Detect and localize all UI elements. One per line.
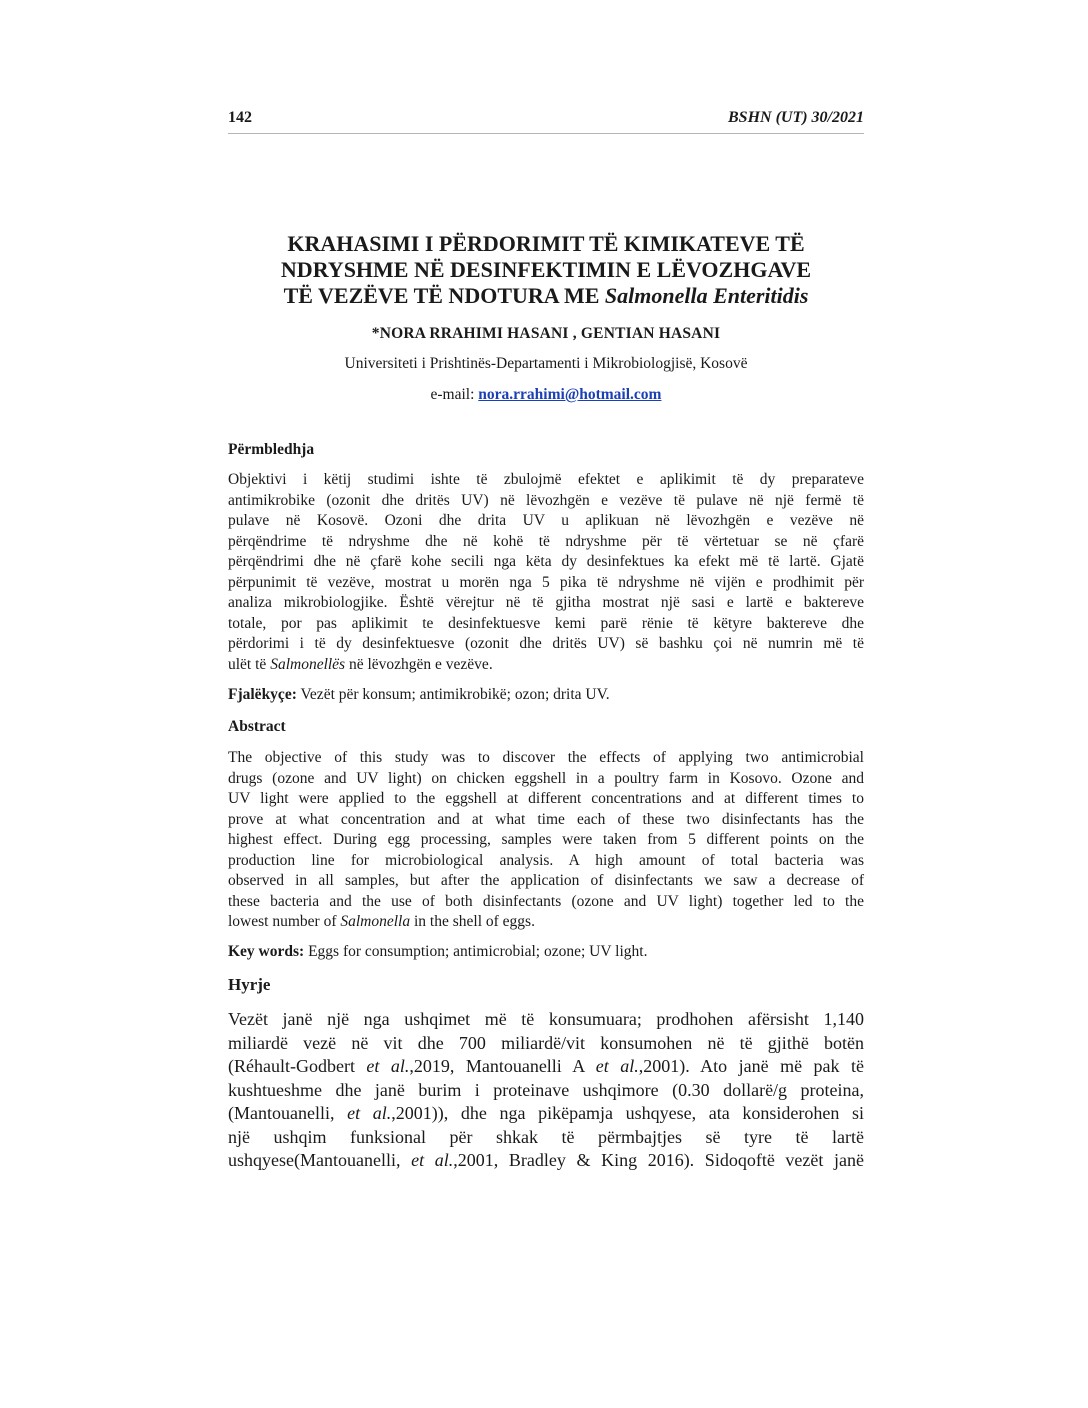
text-line: [228, 1055, 864, 1079]
text-line: përpunimit të vezëve, mostrat u morën nga 5 pika të ndryshme në vijën e prodhimit për: [228, 573, 864, 591]
text-line: drugs (ozone and UV light) on chicken eggshell in a poultry farm in Kosovo. Ozone and: [228, 769, 864, 787]
page-number: 142: [228, 109, 252, 126]
text-span: (Réhault-Godbert: [228, 1056, 367, 1076]
text-span: ,2001)), dhe nga pikëpamja ushqyese, ata konsiderohen si: [391, 1103, 864, 1123]
text-line: miliardë vezë në vit dhe 700 miliardë/vit konsumohen në të gjithë botën: [228, 1032, 864, 1053]
text-line: observed in all samples, but after the application of disinfectants we saw a decrease of: [228, 872, 864, 889]
text-line: these bacteria and the use of both disinfectants (ozone and UV light) together led to the: [228, 892, 864, 910]
text-line: Objektivi i këtij studimi ishte të zbulojmë efektet e aplikimit të dy preparateve: [228, 471, 864, 488]
keywords-line: [228, 943, 864, 961]
title-species: Salmonella Enteritidis: [604, 283, 809, 308]
text-span: lowest number of: [228, 913, 341, 930]
text-line: UV light were applied to the eggshell at different concentrations and at different times to: [228, 790, 864, 807]
text-line: [228, 655, 864, 676]
abstract-heading: Abstract: [228, 718, 286, 735]
permbledhja-heading: Përmbledhja: [228, 441, 315, 458]
text-line: [228, 1149, 864, 1173]
text-line: totale, por pas aplikimit te desinfektuesve kemi parë rënie të këtyre baktereve dhe: [228, 614, 864, 632]
italic-term: Salmonellës: [270, 655, 346, 673]
text-span: ulët të: [228, 655, 271, 673]
text-span: ,2001, Bradley & King 2016). Sidoqoftë vezët janë: [453, 1150, 865, 1170]
text-line: Vezët janë një nga ushqimet më të konsumuara; prodhohen afërsisht 1,140: [228, 1009, 864, 1029]
text-line: prove at what concentration and at what time each of these two disinfectants has the: [228, 810, 864, 828]
italic-term: et al.: [411, 1150, 454, 1170]
text-span: in the shell of eggs.: [410, 913, 535, 930]
keywords-text: Eggs for consumption; antimicrobial; ozone; UV light.: [304, 943, 648, 960]
text-line: pulave në Kosovë. Ozoni dhe drita UV u aplikuan në lëvozhgën e vezëve në: [228, 512, 864, 529]
permbledhja-paragraph: [228, 470, 864, 675]
text-span: ushqyese(Mantouanelli,: [228, 1150, 412, 1170]
email-line: [228, 386, 864, 404]
hyrje-paragraph: [228, 1008, 864, 1173]
email-link[interactable]: nora.rrahimi@hotmail.com: [478, 386, 662, 403]
text-span: në lëvozhgën e vezëve.: [345, 655, 493, 673]
paper-title: [228, 231, 864, 309]
text-line: përqëndrime të ndryshme dhe në kohë të ndryshme për të vërtetuar se në çfarë: [228, 532, 864, 550]
journal-reference: BSHN (UT) 30/2021: [728, 109, 864, 126]
keywords-label: Key words:: [228, 943, 305, 960]
italic-term: Salmonella: [340, 913, 411, 930]
abstract-paragraph: [228, 748, 864, 933]
fjalekyce-line: [228, 686, 864, 704]
text-line: [228, 1102, 864, 1126]
text-line: highest effect. During egg processing, samples were taken from 5 different points on the: [228, 831, 864, 848]
text-line: analiza mikrobiologjike. Është vërejtur në të gjitha mostrat një sasi e lartë e baktereve: [228, 594, 864, 611]
title-text: TË VEZËVE TË NDOTURA ME: [283, 283, 605, 308]
fjalekyce-text: Vezët për konsum; antimikrobikë; ozon; drita UV.: [296, 686, 610, 703]
affiliation: Universiteti i Prishtinës-Departamenti i Mikrobiologjisë, Kosovë: [344, 355, 748, 372]
text-line: një ushqim funksional për shkak të përmbajtjes së tyre të lartë: [228, 1126, 864, 1147]
italic-term: et al.: [595, 1056, 639, 1076]
title-line: KRAHASIMI I PËRDORIMIT TË KIMIKATEVE TË: [287, 231, 805, 256]
title-line: [228, 283, 864, 309]
hyrje-heading: Hyrje: [228, 975, 271, 994]
text-line: The objective of this study was to discover the effects of applying two antimicrobial: [228, 749, 864, 766]
text-line: kushtueshme dhe janë burim i proteinave ushqimore (0.30 dollarë/g proteina,: [228, 1079, 864, 1100]
fjalekyce-label: Fjalëkyçe:: [228, 686, 297, 703]
text-line: përdorimi i të dy desinfektuesve (ozonit dhe dritës UV) së bashku çoi në numrin më të: [228, 635, 864, 652]
text-line: antimikrobike (ozonit dhe dritës UV) në lëvozhgën e vezëve të pulave në një fermë të: [228, 491, 864, 509]
text-span: ,2019, Mantouanelli A: [409, 1056, 596, 1076]
text-line: production line for microbiological analysis. A high amount of total bacteria was: [228, 851, 864, 869]
text-line: [228, 912, 864, 933]
text-span: (Mantouanelli,: [228, 1103, 348, 1123]
italic-term: et al.: [347, 1103, 392, 1123]
italic-term: et al.: [366, 1056, 410, 1076]
text-line: përqëndrimi dhe në çfarë kohe secili nga këta dy desinfektues ka efekt më të lartë. Gjatë: [228, 553, 864, 570]
authors: *NORA RRAHIMI HASANI , GENTIAN HASANI: [371, 325, 721, 342]
title-line: NDRYSHME NË DESINFEKTIMIN E LËVOZHGAVE: [280, 257, 812, 282]
text-span: ,2001). Ato janë më pak të: [638, 1056, 864, 1076]
running-header: [228, 109, 864, 134]
email-label: e-mail:: [430, 386, 479, 403]
